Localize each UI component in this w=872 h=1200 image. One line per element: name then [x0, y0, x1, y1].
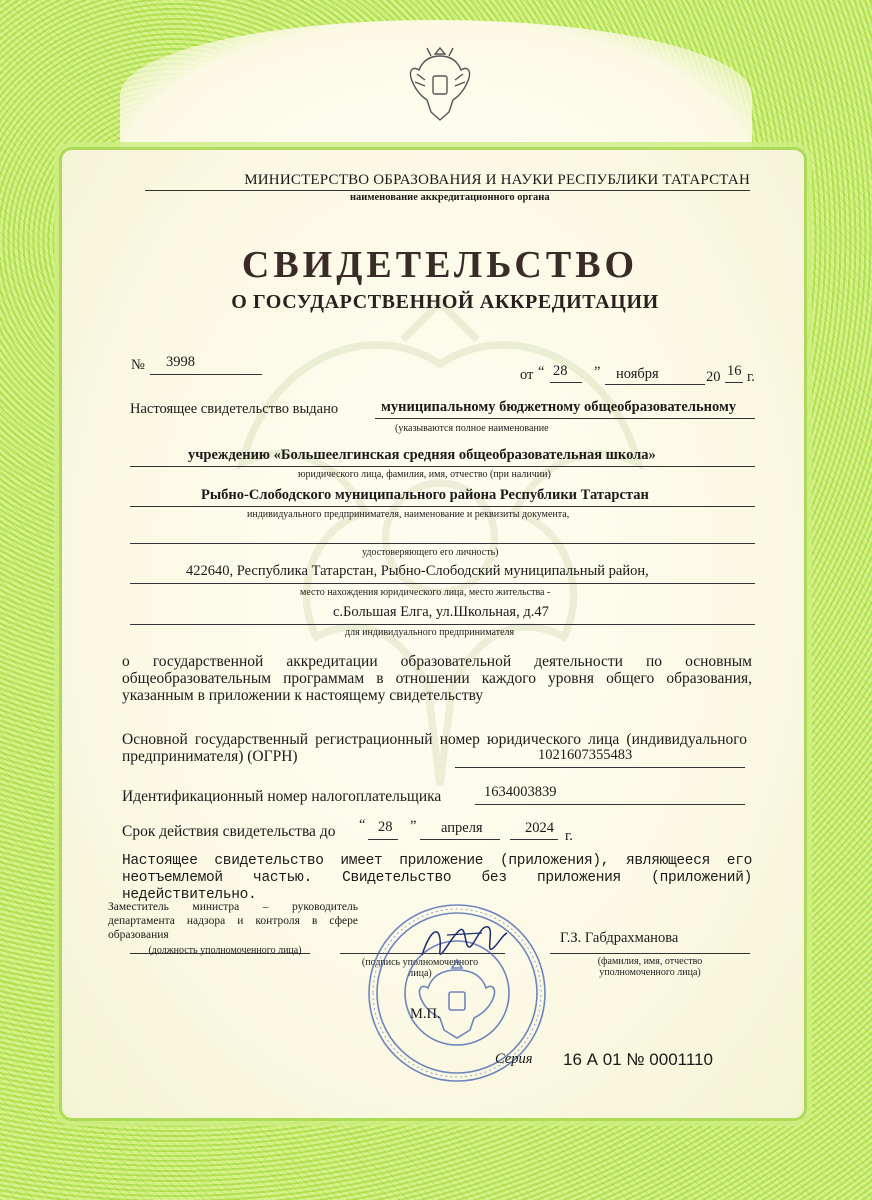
series-label: Серия	[495, 1051, 533, 1067]
issue-day: 28	[553, 363, 568, 379]
inn-label: Идентификационный номер налогоплательщика	[122, 788, 442, 805]
inn-underline	[475, 804, 745, 805]
issue-year-suffix: 16	[727, 363, 742, 379]
address-line2: с.Большая Елга, ул.Школьная, д.47	[333, 604, 549, 620]
certificate-number: 3998	[166, 354, 195, 370]
holder-line3-underline	[130, 506, 755, 507]
caption-legal-entity: юридического лица, фамилия, имя, отчество (при наличии)	[298, 469, 551, 480]
name-caption: (фамилия, имя, отчество уполномоченного лица)	[597, 956, 703, 978]
validity-day-underline	[368, 839, 398, 840]
inn-value: 1634003839	[484, 784, 557, 800]
appendix-text: Настоящее свидетельство имеет приложение (приложения), являющееся его неотъемлемой частью. Свидетельство без приложения (приложений) недействительно.	[122, 853, 752, 903]
certificate-title: СВИДЕТЕЛЬСТВО	[241, 244, 639, 286]
validity-quote-open: “	[359, 817, 366, 833]
seal-label: М.П.	[410, 1006, 441, 1022]
name-underline	[550, 953, 750, 954]
ogrn-value: 1021607355483	[538, 747, 633, 763]
ogrn-text: Основной государственный регистрационный номер юридического лица (индивидуального предпринимателя) (ОГРН)	[122, 731, 747, 765]
validity-year: 2024	[525, 820, 554, 836]
issue-day-underline	[550, 382, 582, 383]
coat-of-arms-icon	[405, 40, 475, 125]
handwritten-signature-icon	[412, 915, 512, 970]
validity-quote-close: ”	[410, 818, 417, 834]
issue-month-underline	[605, 384, 705, 385]
date-quote-close: ”	[594, 364, 601, 380]
blank-underline	[130, 543, 755, 544]
accreditation-text: о государственной аккредитации образовательной деятельности по основным общеобразовательным программам в отношении каждого уровня общего образования, указанным в приложении к настоящему свидетельству	[122, 653, 752, 704]
authority-caption: наименование аккредитационного органа	[350, 192, 550, 203]
validity-month-underline	[420, 839, 500, 840]
validity-label: Срок действия свидетельства до	[122, 823, 336, 840]
caption-identity: удостоверяющего его личность)	[362, 547, 499, 558]
signatory-name: Г.З. Габдрахманова	[560, 930, 679, 946]
issue-year-prefix: 20	[706, 369, 721, 385]
date-quote-open: “	[538, 364, 545, 380]
ogrn-underline	[455, 767, 745, 768]
series-value: 16 А 01 № 0001110	[563, 1050, 713, 1069]
position-caption: (должность уполномоченного лица)	[148, 945, 302, 956]
certificate-subtitle: О ГОСУДАРСТВЕННОЙ АККРЕДИТАЦИИ	[231, 291, 659, 313]
issue-year-label: г.	[747, 369, 755, 385]
issue-month: ноября	[616, 366, 659, 382]
validity-year-label: г.	[565, 828, 573, 844]
holder-line1-underline	[375, 418, 755, 419]
validity-year-underline	[510, 839, 558, 840]
signatory-position: Заместитель министра – руководитель департамента надзора и контроля в сфере образования	[108, 901, 358, 941]
holder-line2-underline	[130, 466, 755, 467]
holder-name-line2: учреждению «Большеелгинская средняя общеобразовательная школа»	[188, 447, 656, 463]
caption-location: место нахождения юридического лица, место жительства -	[300, 587, 551, 598]
date-from-label: от	[520, 367, 534, 383]
number-label: №	[131, 357, 145, 373]
authority-underline	[145, 190, 750, 191]
address-line2-underline	[130, 624, 755, 625]
number-underline	[150, 374, 262, 375]
validity-month: апреля	[441, 820, 483, 836]
address-line1: 422640, Республика Татарстан, Рыбно-Слободский муниципальный район,	[186, 563, 649, 579]
signature-caption: (подпись уполномоченного лица)	[361, 957, 479, 979]
caption-entrepreneur: индивидуального предпринимателя, наименование и реквизиты документа,	[247, 509, 570, 520]
holder-name-line1: муниципальному бюджетному общеобразовательному	[381, 399, 737, 415]
validity-day: 28	[378, 819, 393, 835]
address-line1-underline	[130, 583, 755, 584]
holder-name-line3: Рыбно-Слободского муниципального района Республики Татарстан	[201, 487, 649, 503]
caption-entrepreneur-place: для индивидуального предпринимателя	[345, 627, 515, 638]
issue-year-underline	[725, 382, 743, 383]
issued-to-label: Настоящее свидетельство выдано	[130, 401, 339, 417]
caption-full-name: (указываются полное наименование	[395, 423, 549, 434]
accreditation-authority: МИНИСТЕРСТВО ОБРАЗОВАНИЯ И НАУКИ РЕСПУБЛИКИ ТАТАРСТАН	[244, 172, 750, 188]
